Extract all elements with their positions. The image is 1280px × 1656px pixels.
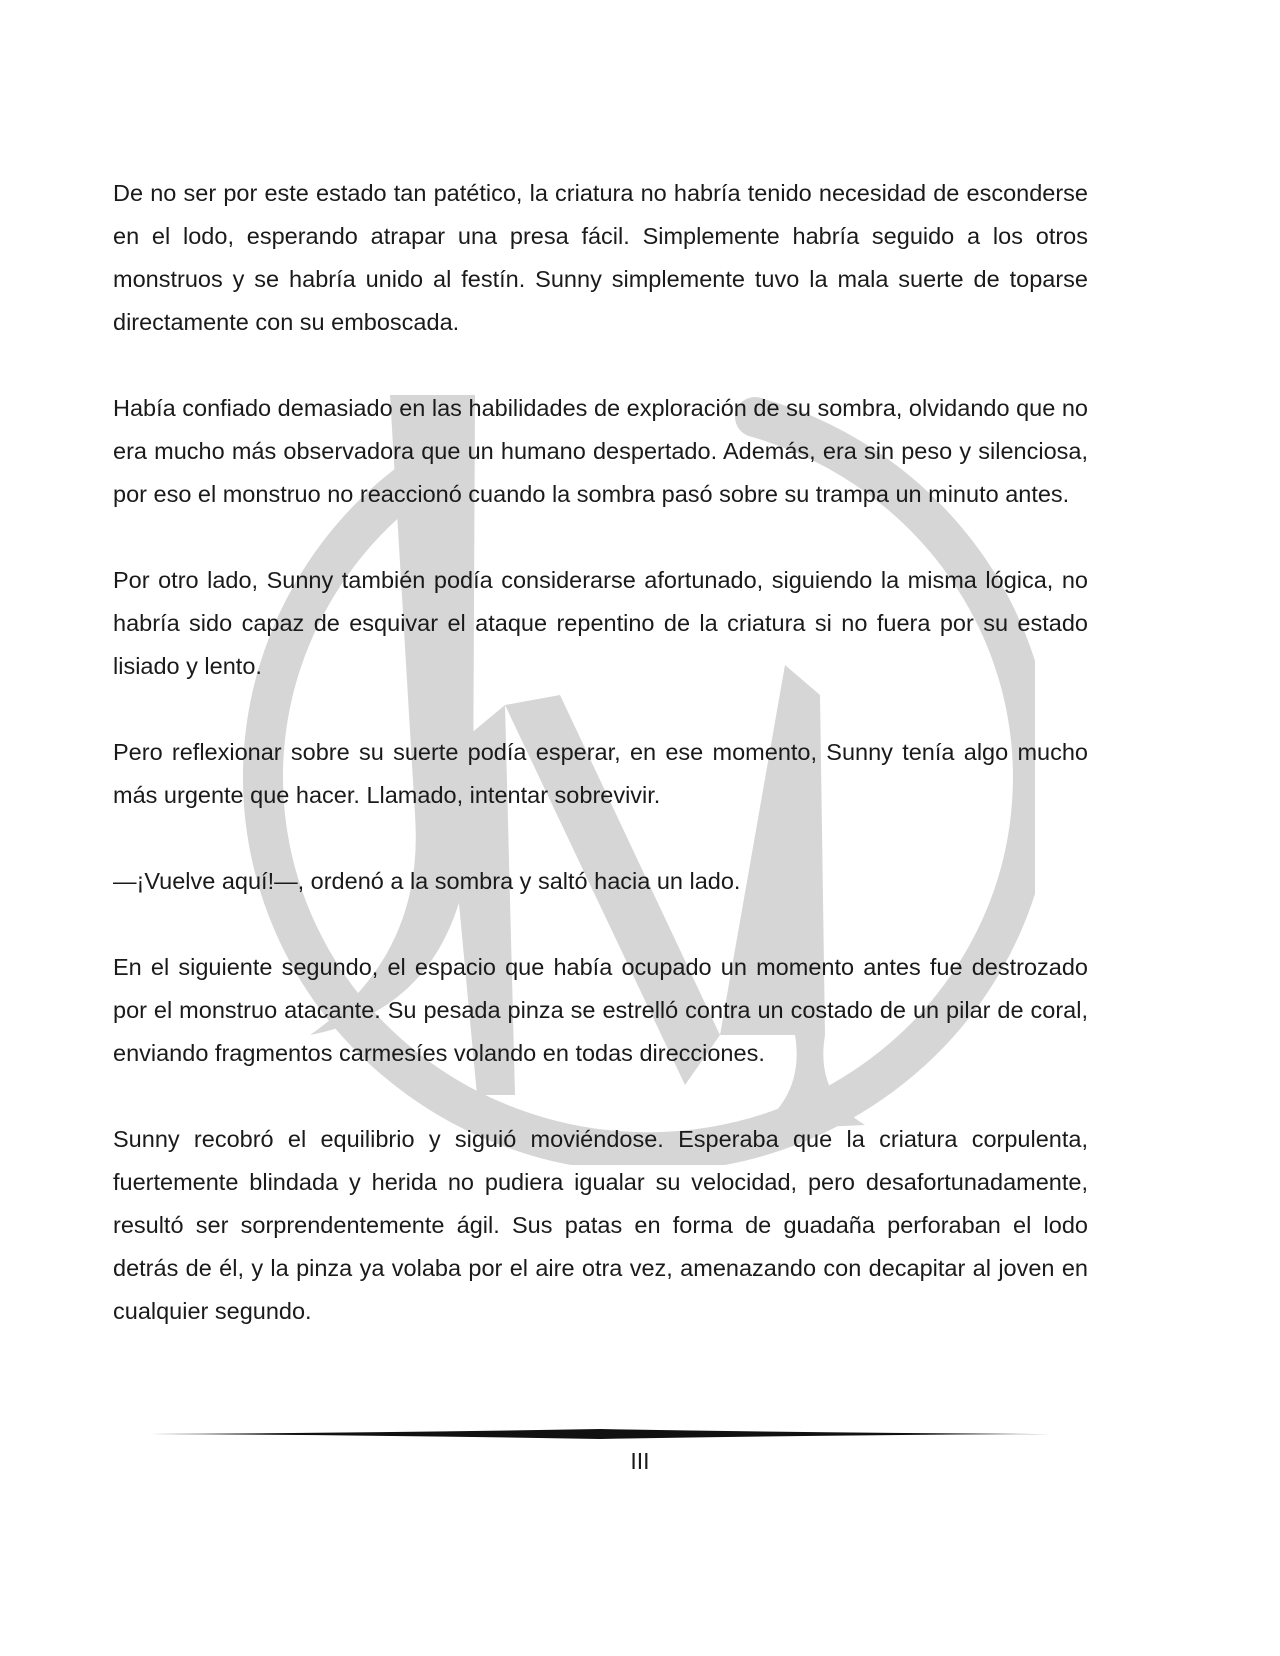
paragraph-3: Por otro lado, Sunny también podía considerarse afortunado, siguiendo la misma lógica, no habría sido capaz de esquivar el ataque repentino de la criatura si no fuera por su estado lisiado y lento. [113, 567, 1088, 679]
paragraph-1: De no ser por este estado tan patético, la criatura no habría tenido necesidad de esconderse en el lodo, esperando atrapar una presa fácil. Simplemente habría seguido a los otros monstruos y se habría unido al festín. Sunny simplemente tuvo la mala suerte de toparse directamente con su emboscada. [113, 180, 1088, 335]
footer-divider [150, 1428, 1050, 1440]
paragraph-4: Pero reflexionar sobre su suerte podía esperar, en ese momento, Sunny tenía algo mucho más urgente que hacer. Llamado, intentar sobrevivir. [113, 739, 1088, 808]
paragraph-6: En el siguiente segundo, el espacio que había ocupado un momento antes fue destrozado por el monstruo atacante. Su pesada pinza se estrelló contra un costado de un pilar de coral, enviando fragmentos carmesíes volando en todas direcciones. [113, 954, 1088, 1066]
paragraph-2: Había confiado demasiado en las habilidades de exploración de su sombra, olvidando que no era mucho más observadora que un humano despertado. Además, era sin peso y silenciosa, por eso el monstruo no reaccionó cuando la sombra pasó sobre su trampa un minuto antes. [113, 395, 1088, 507]
paragraph-5-dialogue: —¡Vuelve aquí!—, ordenó a la sombra y saltó hacia un lado. [113, 868, 741, 894]
page-body [113, 172, 1088, 1376]
page-number: III [630, 1448, 650, 1474]
paragraph-7: Sunny recobró el equilibrio y siguió moviéndose. Esperaba que la criatura corpulenta, fuertemente blindada y herida no pudiera igualar su velocidad, pero desafortunadamente, resultó ser sorprendentemente ágil. Sus patas en forma de guadaña perforaban el lodo detrás de él, y la pinza ya volaba por el aire otra vez, amenazando con decapitar al joven en cualquier segundo. [113, 1126, 1088, 1324]
